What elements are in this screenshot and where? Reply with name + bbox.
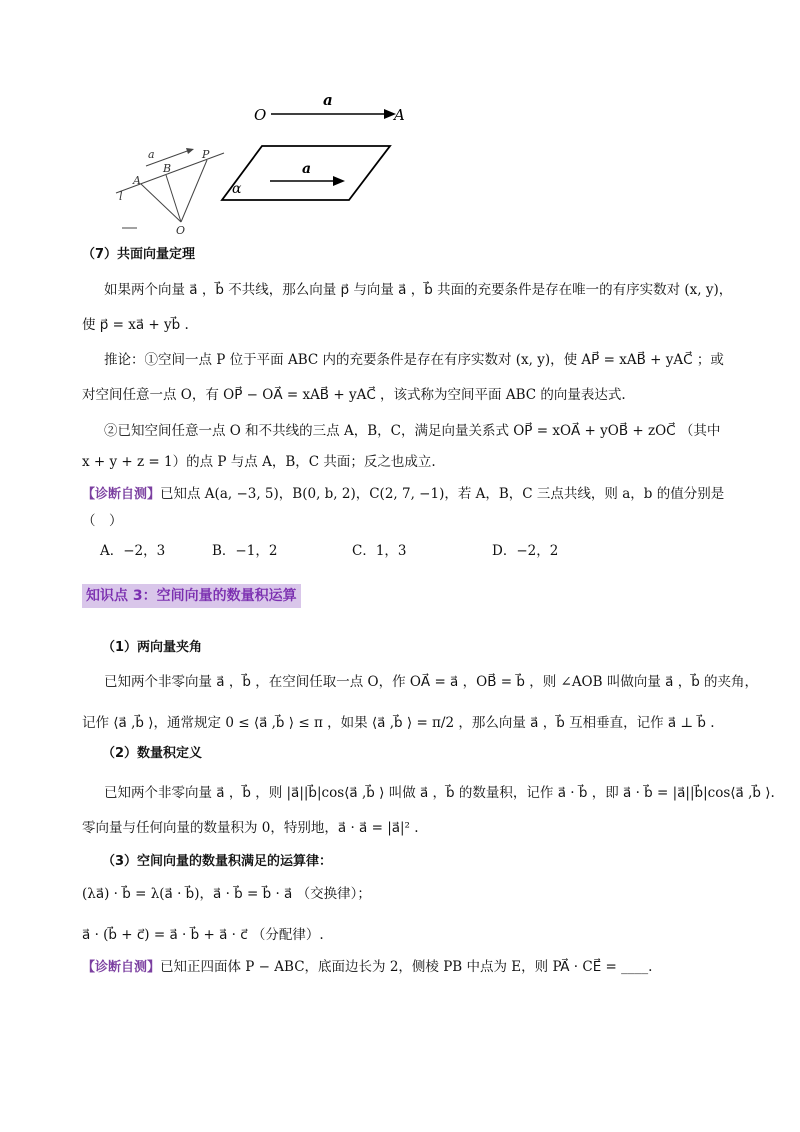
quiz-2-tag: 【诊断自测】 bbox=[82, 960, 161, 975]
section-1-paragraph-1: 已知两个非零向量 a⃗ ，b⃗ ，在空间任取一点 O，作 OA⃗ = a⃗ ，OB⃗ = b⃗ ，则 ∠AOB 叫做向量 a⃗ ，b⃗ 的夹角， bbox=[104, 674, 759, 690]
section-7-paragraph-2: 使 p⃗ = xa⃗ + yb⃗ . bbox=[82, 317, 189, 333]
section-7-heading: （7）共面向量定理 bbox=[82, 247, 196, 262]
section-1-paragraph-2: 记作 ⟨a⃗ ,b⃗ ⟩，通常规定 0 ≤ ⟨a⃗ ,b⃗ ⟩ ≤ π ，如果 ⟨a⃗ ,b⃗ ⟩ = π/2 ，那么向量 a⃗ ，b⃗ 互相垂直，记作 a⃗ ⊥ b⃗ . bbox=[82, 715, 715, 731]
knowledge-point-3-title: 知识点 3：空间向量的数量积运算 bbox=[82, 584, 301, 608]
corollary-line-4: x + y + z = 1）的点 P 与点 A，B，C 共面；反之也成立. bbox=[82, 454, 436, 470]
label-o-top: O bbox=[254, 106, 267, 124]
corollary-line-3: ②已知空间任意一点 O 和不共线的三点 A，B，C，满足向量关系式 OP⃗ = xOA⃗ + yOB⃗ + zOC⃗ （其中 bbox=[104, 423, 721, 439]
quiz-1-answer-paren: （ ） bbox=[82, 513, 123, 529]
vector-a-small-arrowhead bbox=[186, 148, 194, 154]
label-a-plane: a bbox=[302, 161, 312, 177]
label-A-left: A bbox=[133, 174, 141, 187]
label-P: P bbox=[202, 148, 210, 161]
label-O-left: O bbox=[176, 224, 186, 237]
corollary-line-1: 推论：①空间一点 P 位于平面 ABC 内的充要条件是存在有序实数对 (x, y)，使 AP⃗ = xAB⃗ + yAC⃗ ；或 bbox=[104, 352, 724, 368]
section-2-heading: （2）数量积定义 bbox=[102, 746, 203, 761]
corollary-line-2: 对空间任意一点 O，有 OP⃗ − OA⃗ = xAB⃗ + yAC⃗ ，该式称为空间平面 ABC 的向量表达式. bbox=[82, 387, 626, 403]
option-b[interactable]: B．−1，2 bbox=[212, 543, 278, 559]
quiz-1-text: 已知点 A(a, −3, 5)，B(0, b, 2)，C(2, 7, −1)，若 A，B，C 三点共线，则 a，b 的值分别是 bbox=[160, 486, 725, 502]
section-1-heading: （1）两向量夹角 bbox=[102, 640, 203, 655]
option-a[interactable]: A．−2，3 bbox=[100, 543, 166, 559]
vector-figures bbox=[0, 0, 800, 240]
quiz-2-text: 已知正四面体 P − ABC，底面边长为 2，侧棱 PB 中点为 E，则 PA⃗ · CE⃗ = ____. bbox=[160, 959, 653, 975]
label-alpha: α bbox=[232, 181, 242, 197]
vector-in-plane-arrowhead bbox=[333, 176, 345, 186]
section-3-heading: （3）空间向量的数量积满足的运算律： bbox=[102, 854, 333, 869]
option-d[interactable]: D．−2，2 bbox=[492, 543, 559, 559]
section-3-law-1: (λa⃗) · b⃗ = λ(a⃗ · b⃗)，a⃗ · b⃗ = b⃗ · a⃗ （交换律）； bbox=[82, 886, 371, 902]
label-a-left: a bbox=[148, 148, 155, 161]
section-3-law-2: a⃗ · (b⃗ + c⃗) = a⃗ · b⃗ + a⃗ · c⃗ （分配律）. bbox=[82, 927, 324, 943]
segment-OP bbox=[181, 160, 207, 222]
label-a-top: a bbox=[323, 91, 333, 109]
quiz-2-line bbox=[0, 956, 800, 979]
label-B: B bbox=[163, 162, 172, 175]
section-2-paragraph-1: 已知两个非零向量 a⃗ ，b⃗ ，则 |a⃗||b⃗|cos⟨a⃗ ,b⃗ ⟩ 叫做 a⃗ ，b⃗ 的数量积，记作 a⃗ · b⃗ ，即 a⃗ · b⃗ = |a⃗||b⃗|cos⟨a⃗ ,b⃗ ⟩. bbox=[104, 785, 775, 801]
quiz-1-tag: 【诊断自测】 bbox=[82, 487, 161, 502]
section-7-paragraph-1: 如果两个向量 a⃗ ，b⃗ 不共线，那么向量 p⃗ 与向量 a⃗ ，b⃗ 共面的充要条件是存在唯一的有序实数对 (x, y)， bbox=[104, 282, 733, 298]
label-A-top: A bbox=[394, 106, 405, 124]
label-l: l bbox=[119, 190, 123, 203]
quiz-1-line bbox=[0, 483, 800, 506]
section-2-paragraph-2: 零向量与任何向量的数量积为 0，特别地，a⃗ · a⃗ = |a⃗|² . bbox=[82, 820, 419, 836]
option-c[interactable]: C．1，3 bbox=[352, 543, 407, 559]
